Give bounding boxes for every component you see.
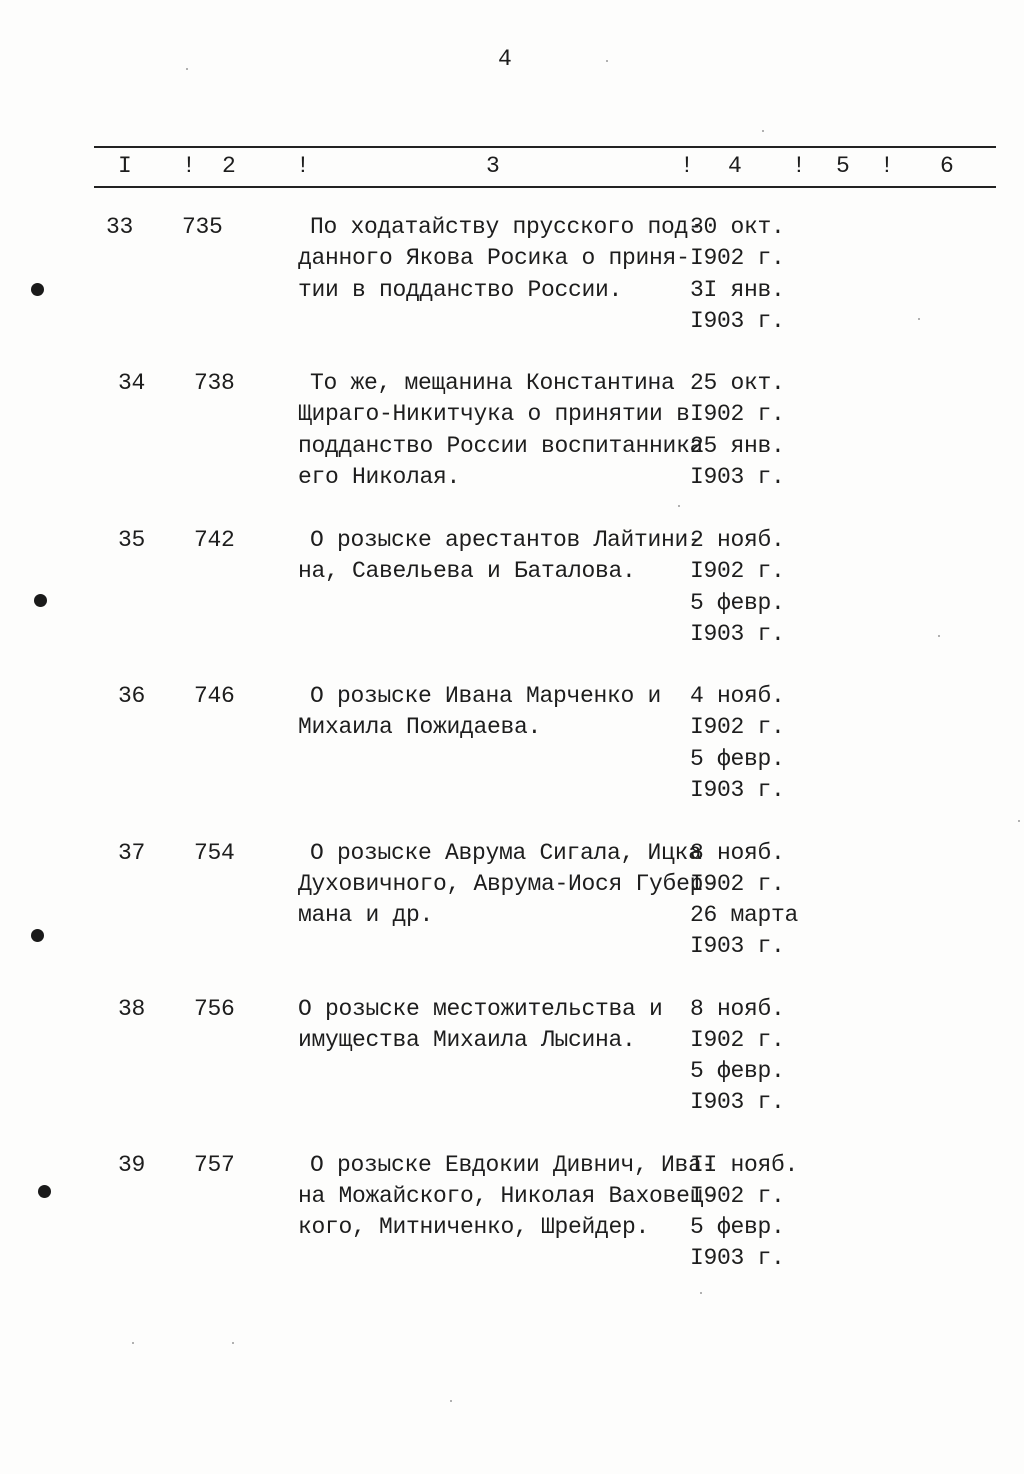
file-number: 738 <box>194 370 235 396</box>
end-year: I903 г. <box>690 933 785 959</box>
start-date: 2 нояб. <box>690 527 785 553</box>
start-date: 8 нояб. <box>690 996 785 1022</box>
start-year: I902 г. <box>690 1027 785 1053</box>
file-number: 757 <box>194 1152 235 1178</box>
header-col-5: 5 <box>836 153 850 179</box>
punch-hole <box>31 283 44 296</box>
entry-number: 36 <box>118 683 146 709</box>
description-line: Щираго-Никитчука о принятии в <box>298 401 690 427</box>
file-number: 756 <box>194 996 235 1022</box>
entry-number: 39 <box>118 1152 146 1178</box>
start-date: 25 окт. <box>690 370 785 396</box>
start-date: 30 окт. <box>690 214 785 240</box>
header-bottom-rule <box>94 186 996 188</box>
description-line: Михаила Пожидаева. <box>298 714 542 740</box>
scan-speck <box>606 60 608 62</box>
end-year: I903 г. <box>690 308 785 334</box>
scan-speck <box>232 1342 234 1344</box>
entry-number: 34 <box>118 370 146 396</box>
start-year: I902 г. <box>690 401 785 427</box>
start-year: I902 г. <box>690 245 785 271</box>
description-line: его Николая. <box>298 464 461 490</box>
end-date: 3I янв. <box>690 277 785 303</box>
header-top-rule <box>94 146 996 148</box>
end-year: I903 г. <box>690 1245 785 1271</box>
file-number: 735 <box>182 214 223 240</box>
scan-speck <box>700 1292 702 1294</box>
header-separator: ! <box>182 153 196 179</box>
end-year: I903 г. <box>690 464 785 490</box>
end-date: 5 февр. <box>690 1214 785 1240</box>
scan-speck <box>450 1400 452 1402</box>
scan-speck <box>186 68 188 70</box>
punch-hole <box>31 929 44 942</box>
scan-speck <box>918 318 920 320</box>
description-line: О розыске Аврума Сигала, Ицка <box>310 840 702 866</box>
scan-speck <box>132 1342 134 1344</box>
start-date: II нояб. <box>690 1152 799 1178</box>
scan-speck <box>938 635 940 637</box>
end-year: I903 г. <box>690 621 785 647</box>
description-line: То же, мещанина Константина <box>310 370 675 396</box>
end-year: I903 г. <box>690 777 785 803</box>
header-separator: ! <box>680 153 694 179</box>
header-col-2: 2 <box>222 153 236 179</box>
entry-number: 38 <box>118 996 146 1022</box>
description-line: О розыске Евдокии Дивнич, Ива- <box>310 1152 716 1178</box>
header-col-3: 3 <box>486 153 500 179</box>
description-line: О розыске арестантов Лайтини- <box>310 527 702 553</box>
scan-speck <box>762 130 764 132</box>
start-year: I902 г. <box>690 558 785 584</box>
description-line: кого, Митниченко, Шрейдер. <box>298 1214 650 1240</box>
entry-number: 37 <box>118 840 146 866</box>
description-line: на, Савельева и Баталова. <box>298 558 636 584</box>
end-date: 5 февр. <box>690 1058 785 1084</box>
description-line: данного Якова Росика о приня- <box>298 245 690 271</box>
description-line: тии в подданство России. <box>298 277 623 303</box>
description-line: По ходатайству прусского под- <box>310 214 702 240</box>
description-line: О розыске местожительства и <box>298 996 663 1022</box>
punch-hole <box>38 1185 51 1198</box>
file-number: 754 <box>194 840 235 866</box>
description-line: Духовичного, Аврума-Иося Губер- <box>298 871 717 897</box>
start-date: 4 нояб. <box>690 683 785 709</box>
description-line: мана и др. <box>298 902 434 928</box>
end-date: 26 марта <box>690 902 799 928</box>
end-date: 25 янв. <box>690 433 785 459</box>
description-line: на Можайского, Николая Ваховец- <box>298 1183 717 1209</box>
start-year: I902 г. <box>690 714 785 740</box>
header-separator: ! <box>792 153 806 179</box>
header-separator: ! <box>296 153 310 179</box>
scan-speck <box>1018 820 1020 822</box>
start-date: 8 нояб. <box>690 840 785 866</box>
entry-number: 33 <box>106 214 134 240</box>
end-date: 5 февр. <box>690 746 785 772</box>
file-number: 742 <box>194 527 235 553</box>
header-col-4: 4 <box>728 153 742 179</box>
end-date: 5 февр. <box>690 590 785 616</box>
start-year: I902 г. <box>690 871 785 897</box>
punch-hole <box>34 594 47 607</box>
header-separator: ! <box>880 153 894 179</box>
description-line: имущества Михаила Лысина. <box>298 1027 636 1053</box>
scan-speck <box>678 505 680 507</box>
start-year: I902 г. <box>690 1183 785 1209</box>
description-line: подданство России воспитанника <box>298 433 704 459</box>
end-year: I903 г. <box>690 1089 785 1115</box>
header-col-6: 6 <box>940 153 954 179</box>
header-col-1: I <box>118 153 132 179</box>
file-number: 746 <box>194 683 235 709</box>
description-line: О розыске Ивана Марченко и <box>310 683 662 709</box>
entry-number: 35 <box>118 527 146 553</box>
page-number: 4 <box>498 46 512 72</box>
